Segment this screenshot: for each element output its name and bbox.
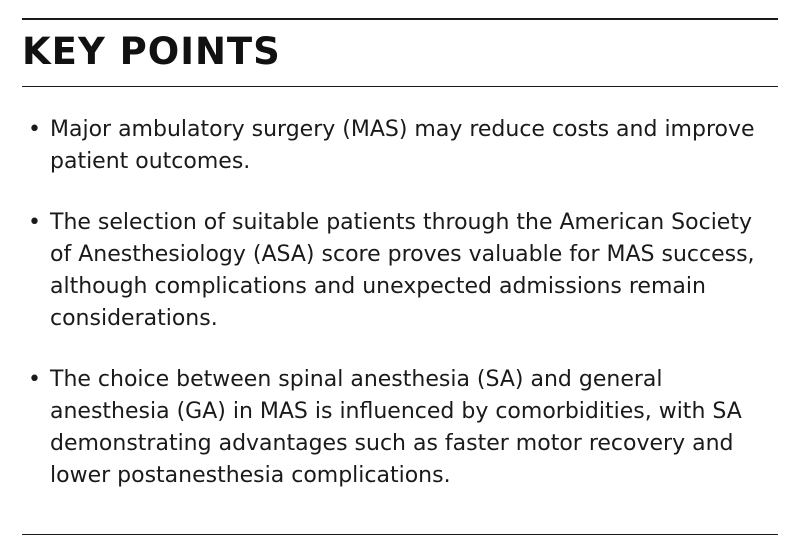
bullet-dot-icon: •	[28, 117, 41, 142]
section-title: KEY POINTS	[22, 30, 281, 73]
key-points-list	[22, 114, 778, 521]
key-point-item	[22, 207, 778, 335]
key-point-text: Major ambulatory surgery (MAS) may reduce costs and improve patient outcomes.	[50, 117, 755, 174]
key-point-text: The selection of suitable patients through the American Society of Anesthesiology (ASA) score proves valuable for MAS success, although complications and unexpected admissions remain considerations.	[50, 210, 755, 331]
key-point-item	[22, 364, 778, 492]
key-point-item	[22, 114, 778, 178]
key-point-text: The choice between spinal anesthesia (SA) and general anesthesia (GA) in MAS is influenced by comorbidities, with SA demonstrating advantages such as faster motor recovery and lower postanesthesia complications.	[50, 367, 742, 488]
bullet-dot-icon: •	[28, 367, 41, 392]
title-divider	[22, 86, 778, 87]
bullet-dot-icon: •	[28, 210, 41, 235]
top-rule	[22, 18, 778, 20]
bottom-rule	[22, 534, 778, 535]
